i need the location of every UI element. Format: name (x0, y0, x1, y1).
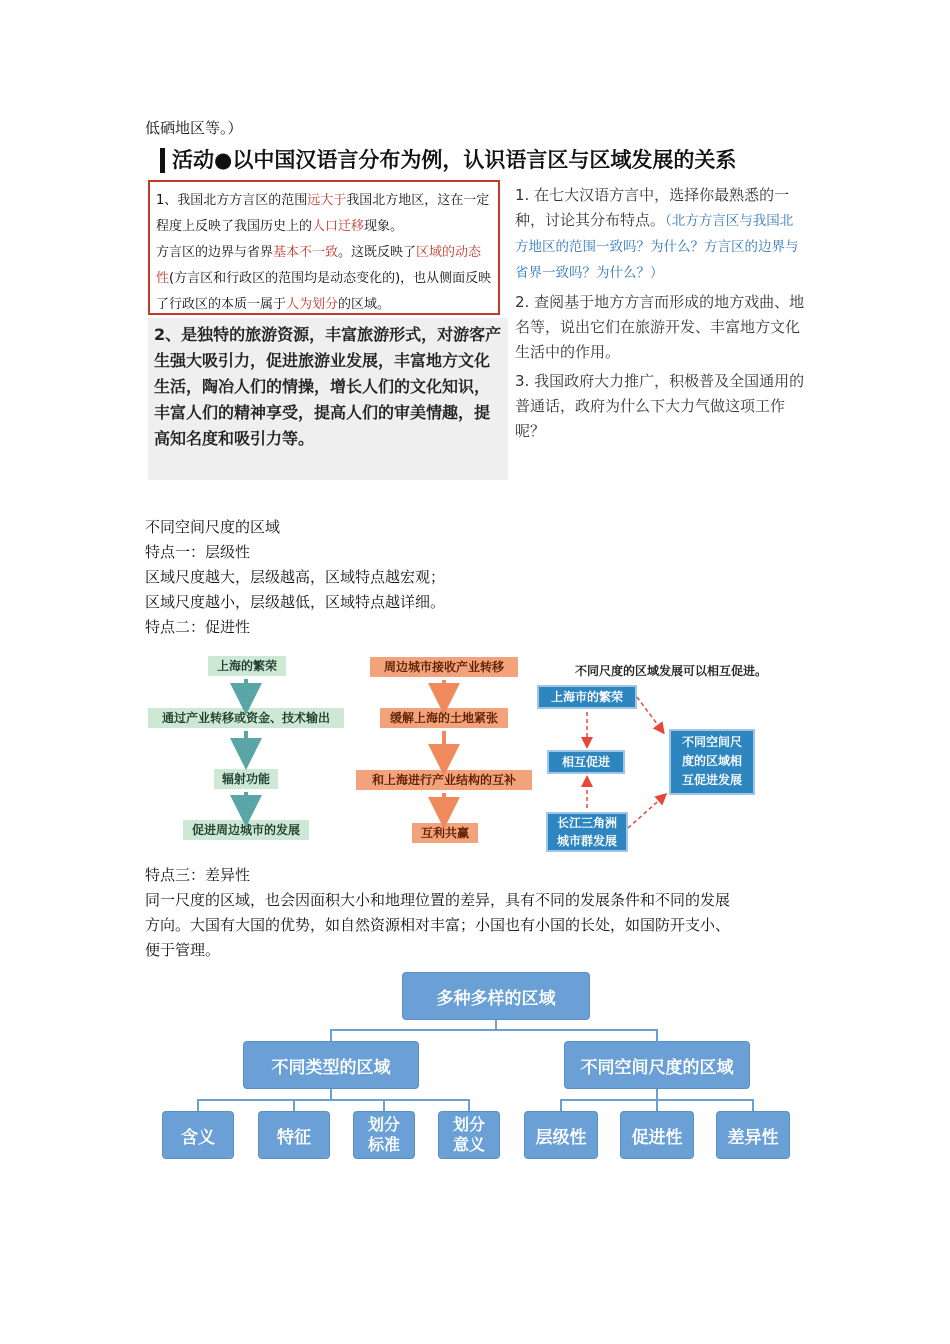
question-2: 2. 查阅基于地方方言而形成的地方戏曲、地名等，说出它们在旅游开发、丰富地方文化生活中的作用。 (515, 293, 805, 361)
flow-green-promote: 促进周边城市的发展 (183, 820, 309, 840)
question-1-hint: （北方方言区与我国北方地区的范围一致吗？为什么？方言区的边界与省界一致吗？为什么？） (515, 213, 799, 281)
tree-right: 不同空间尺度的区域 (564, 1041, 750, 1089)
flow-green-transfer: 通过产业转移或资金、技术输出 (148, 708, 344, 728)
feature-3-line-1: 同一尺度的区域，也会因面积大小和地理位置的差异，具有不同的发展条件和不同的发展 (145, 891, 731, 909)
answer1-highlight-inconsistent: 基本不一致 (273, 245, 339, 260)
intro-line: 低硒地区等。） (145, 119, 243, 137)
flow-green-shanghai: 上海的繁荣 (208, 656, 286, 676)
question-3: 3. 我国政府大力推广，积极普及全国通用的普通话，政府为什么下大力气做这项工作呢？ (515, 372, 805, 440)
flow-orange-complement: 和上海进行产业结构的互补 (356, 770, 532, 790)
flow-blue-yangtze-line-2: 城市群发展 (556, 834, 617, 848)
question-1-text: 1. 在七大汉语方言中，选择你最熟悉的一种，讨论其分布特点。 (515, 186, 790, 229)
tree-left: 不同类型的区域 (243, 1041, 419, 1089)
section-heading: 不同空间尺度的区域 (145, 518, 281, 536)
tree-connector-l1 (197, 1099, 199, 1111)
tree-connector-l4 (468, 1099, 470, 1111)
answer1-text-f: (方言区和行政区的范围均是动态变化的)，也从侧面反映了行政区的本质一属于 (156, 271, 492, 312)
tree-connector-left-bar (197, 1099, 470, 1101)
tree-connector-right (656, 1029, 658, 1041)
feature-3-line-3: 便于管理。 (145, 941, 221, 959)
feature-1-heading: 特点一：层级性 (145, 543, 251, 561)
answer1-text-c: 现象。 (364, 219, 404, 234)
tree-leaf-features: 特征 (258, 1111, 330, 1159)
feature-1-line-1: 区域尺度越大，层级越高，区域特点越宏观； (145, 568, 446, 586)
tree-connector-r1 (560, 1099, 562, 1111)
answer1-text-d: 方言区的边界与省界 (156, 245, 274, 260)
flow-blue-title: 不同尺度的区域发展可以相互促进。 (575, 664, 768, 678)
feature-1-line-2: 区域尺度越小，层级越低，区域特点越详细。 (145, 593, 446, 611)
tree-leaf-meaning: 含义 (162, 1111, 234, 1159)
tree-leaf-difference: 差异性 (716, 1111, 790, 1159)
flow-red-arrow-bottom (628, 795, 665, 828)
answer-box-2: 2、是独特的旅游资源，丰富旅游形式，对游客产生强大吸引力，促进旅游业发展，丰富地方文化生活，陶冶人们的情操，增长人们的文化知识，丰富人们的精神享受，提高人们的审美情趣，提高知名度和吸引力等。 (148, 318, 508, 480)
tree-connector-right-down (656, 1089, 658, 1099)
tree-connector-l2 (293, 1099, 295, 1111)
flow-orange-winwin: 互利共赢 (412, 823, 478, 843)
flow-blue-result-line-2: 度的区域相 (681, 754, 742, 768)
tree-connector-r3 (752, 1099, 754, 1111)
tree-connector-l3 (383, 1099, 385, 1111)
activity-title: 活动●以中国汉语言分布为例，认识语言区与区域发展的关系 (172, 148, 737, 172)
answer1-text-b: 我国北方地区，这在一定程度上反映了我国历史上的 (156, 193, 490, 234)
flow-green-radiation: 辐射功能 (214, 769, 278, 789)
feature-3-heading: 特点三：差异性 (145, 866, 251, 884)
tree-connector-left (330, 1029, 332, 1041)
answer1-highlight-migration: 人口迁移 (312, 219, 365, 234)
flow-blue-result-line-1: 不同空间尺 (681, 735, 742, 749)
answer1-text-g: 的区域。 (338, 297, 391, 312)
flow-red-arrow-top (637, 697, 663, 732)
tree-connector-root (495, 1019, 497, 1029)
flow-blue-mutual: 相互促进 (547, 750, 625, 774)
flow-orange-relieve: 缓解上海的土地紧张 (380, 708, 508, 728)
tree-leaf-significance: 划分 意义 (438, 1111, 500, 1159)
tree-leaf-hierarchy: 层级性 (524, 1111, 598, 1159)
answer1-highlight-far-larger: 远大于 (307, 193, 347, 208)
tree-root: 多种多样的区域 (402, 972, 590, 1020)
flow-orange-receive: 周边城市接收产业转移 (370, 657, 518, 677)
tree-leaf-promotion: 促进性 (620, 1111, 694, 1159)
tree-leaf-criteria: 划分 标准 (353, 1111, 415, 1159)
feature-3-line-2: 方向。大国有大国的优势，如自然资源相对丰富；小国也有小国的长处，如国防开支小、 (145, 916, 731, 934)
answer1-highlight-artificial: 人为划分 (286, 297, 339, 312)
feature-2-heading: 特点二：促进性 (145, 618, 251, 636)
flow-blue-yangtze-line-1: 长江三角洲 (556, 816, 617, 830)
tree-connector-r2 (656, 1099, 658, 1111)
answer1-text-a: 1、我国北方方言区的范围 (156, 193, 308, 208)
tree-connector-level1 (330, 1029, 658, 1031)
answer1-highlight-dynamic: 区域的动态性 (156, 245, 482, 286)
answer1-text-e: 。这既反映了 (338, 245, 417, 260)
flow-blue-result-line-3: 互促进发展 (681, 773, 742, 787)
tree-connector-left-down (330, 1089, 332, 1099)
flow-blue-shanghai: 上海市的繁荣 (537, 685, 637, 709)
